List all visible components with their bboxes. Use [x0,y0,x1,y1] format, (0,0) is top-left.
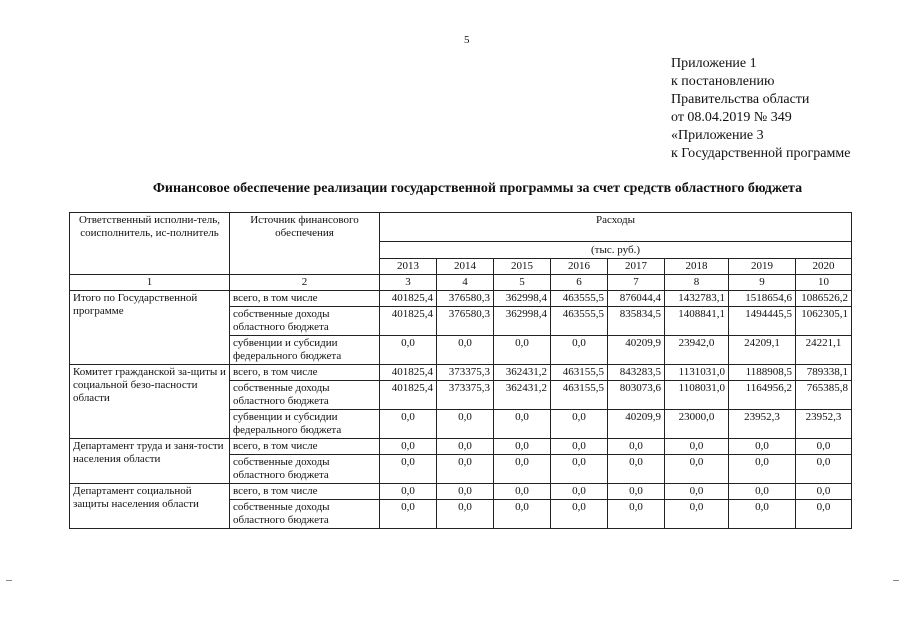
value-cell: 0,0 [380,410,437,439]
value-cell: 0,0 [494,484,551,500]
value-cell: 0,0 [437,484,494,500]
table-row [70,291,852,307]
column-number: 7 [608,275,665,291]
value-cell: 0,0 [729,484,796,500]
value-cell: 0,0 [380,455,437,484]
appendix-line: Правительства области [671,92,810,107]
value-cell: 463555,5 [551,307,608,336]
header-units: (тыс. руб.) [380,242,852,259]
value-cell: 0,0 [494,455,551,484]
value-cell: 463155,5 [551,381,608,410]
executor-cell: Итого по Государственной программе [70,291,230,365]
value-cell: 0,0 [551,455,608,484]
value-cell: 0,0 [380,484,437,500]
table-row [70,365,852,381]
value-cell: 23952,3 [796,410,852,439]
header-year: 2019 [729,259,796,275]
executor-cell: Департамент социальной защиты населения области [70,484,230,529]
value-cell: 40209,9 [608,410,665,439]
value-cell: 1062305,1 [796,307,852,336]
value-cell: 1108031,0 [665,381,729,410]
value-cell: 376580,3 [437,307,494,336]
value-cell: 0,0 [437,336,494,365]
executor-cell: Департамент труда и заня-тости населения области [70,439,230,484]
value-cell: 1408841,1 [665,307,729,336]
source-cell: собственные доходы областного бюджета [230,381,380,410]
column-number: 9 [729,275,796,291]
value-cell: 0,0 [729,439,796,455]
value-cell: 0,0 [796,439,852,455]
value-cell: 0,0 [494,500,551,529]
value-cell: 401825,4 [380,381,437,410]
value-cell: 401825,4 [380,307,437,336]
header-year: 2020 [796,259,852,275]
scan-edge-mark [6,580,12,581]
source-cell: всего, в том числе [230,291,380,307]
scan-edge-mark [893,580,899,581]
value-cell: 376580,3 [437,291,494,307]
column-number: 8 [665,275,729,291]
value-cell: 463155,5 [551,365,608,381]
appendix-line: «Приложение 3 [671,128,764,143]
value-cell: 876044,4 [608,291,665,307]
value-cell: 0,0 [608,500,665,529]
value-cell: 0,0 [729,500,796,529]
header-year: 2016 [551,259,608,275]
value-cell: 0,0 [608,484,665,500]
header-expenses: Расходы [380,213,852,242]
table-row [70,484,852,500]
column-numbers-row [70,275,852,291]
value-cell: 0,0 [437,500,494,529]
page-number: 5 [464,34,470,46]
value-cell: 0,0 [380,439,437,455]
source-cell: собственные доходы областного бюджета [230,500,380,529]
header-year: 2018 [665,259,729,275]
value-cell: 0,0 [494,336,551,365]
source-cell: всего, в том числе [230,365,380,381]
header-executor: Ответственный исполни-тель, соисполнитель, ис-полнитель [70,213,230,275]
financing-table [69,212,852,529]
value-cell: 0,0 [608,439,665,455]
value-cell: 0,0 [796,484,852,500]
source-cell: субвенции и субсидии федерального бюджета [230,336,380,365]
value-cell: 0,0 [665,455,729,484]
header-year: 2017 [608,259,665,275]
value-cell: 24221,1 [796,336,852,365]
executor-cell: Комитет гражданской за-щиты и социальной безо-пасности области [70,365,230,439]
value-cell: 0,0 [729,455,796,484]
value-cell: 0,0 [380,500,437,529]
value-cell: 401825,4 [380,291,437,307]
appendix-line: от 08.04.2019 № 349 [671,110,792,125]
column-number: 4 [437,275,494,291]
source-cell: всего, в том числе [230,439,380,455]
value-cell: 24209,1 [729,336,796,365]
header-year: 2013 [380,259,437,275]
value-cell: 362998,4 [494,307,551,336]
value-cell: 789338,1 [796,365,852,381]
value-cell: 362998,4 [494,291,551,307]
value-cell: 0,0 [551,500,608,529]
value-cell: 803073,6 [608,381,665,410]
value-cell: 23952,3 [729,410,796,439]
value-cell: 0,0 [665,500,729,529]
value-cell: 1432783,1 [665,291,729,307]
value-cell: 373375,3 [437,381,494,410]
value-cell: 23000,0 [665,410,729,439]
value-cell: 362431,2 [494,381,551,410]
value-cell: 362431,2 [494,365,551,381]
source-cell: собственные доходы областного бюджета [230,307,380,336]
header-row [70,213,852,242]
source-cell: всего, в том числе [230,484,380,500]
value-cell: 0,0 [494,439,551,455]
value-cell: 40209,9 [608,336,665,365]
value-cell: 0,0 [608,455,665,484]
value-cell: 0,0 [380,336,437,365]
header-year: 2014 [437,259,494,275]
value-cell: 0,0 [551,410,608,439]
appendix-line: Приложение 1 [671,56,757,71]
value-cell: 0,0 [665,439,729,455]
column-number: 3 [380,275,437,291]
value-cell: 0,0 [551,439,608,455]
value-cell: 835834,5 [608,307,665,336]
value-cell: 1131031,0 [665,365,729,381]
value-cell: 1494445,5 [729,307,796,336]
value-cell: 0,0 [796,455,852,484]
value-cell: 0,0 [665,484,729,500]
document-title: Финансовое обеспечение реализации государственной программы за счет средств областного бюджета [152,181,803,196]
value-cell: 0,0 [437,455,494,484]
source-cell: собственные доходы областного бюджета [230,455,380,484]
value-cell: 1164956,2 [729,381,796,410]
value-cell: 0,0 [796,500,852,529]
value-cell: 463555,5 [551,291,608,307]
appendix-block [671,55,850,163]
value-cell: 1086526,2 [796,291,852,307]
column-number: 6 [551,275,608,291]
value-cell: 0,0 [551,336,608,365]
appendix-line: к Государственной программе [671,146,851,161]
value-cell: 1188908,5 [729,365,796,381]
value-cell: 0,0 [551,484,608,500]
value-cell: 0,0 [437,439,494,455]
source-cell: субвенции и субсидии федерального бюджета [230,410,380,439]
value-cell: 401825,4 [380,365,437,381]
column-number: 5 [494,275,551,291]
table-row [70,439,852,455]
value-cell: 765385,8 [796,381,852,410]
value-cell: 23942,0 [665,336,729,365]
value-cell: 373375,3 [437,365,494,381]
value-cell: 1518654,6 [729,291,796,307]
value-cell: 843283,5 [608,365,665,381]
value-cell: 0,0 [437,410,494,439]
value-cell: 0,0 [494,410,551,439]
appendix-line: к постановлению [671,74,775,89]
column-number: 1 [70,275,230,291]
header-source: Источник финансового обеспечения [230,213,380,275]
column-number: 2 [230,275,380,291]
column-number: 10 [796,275,852,291]
header-year: 2015 [494,259,551,275]
